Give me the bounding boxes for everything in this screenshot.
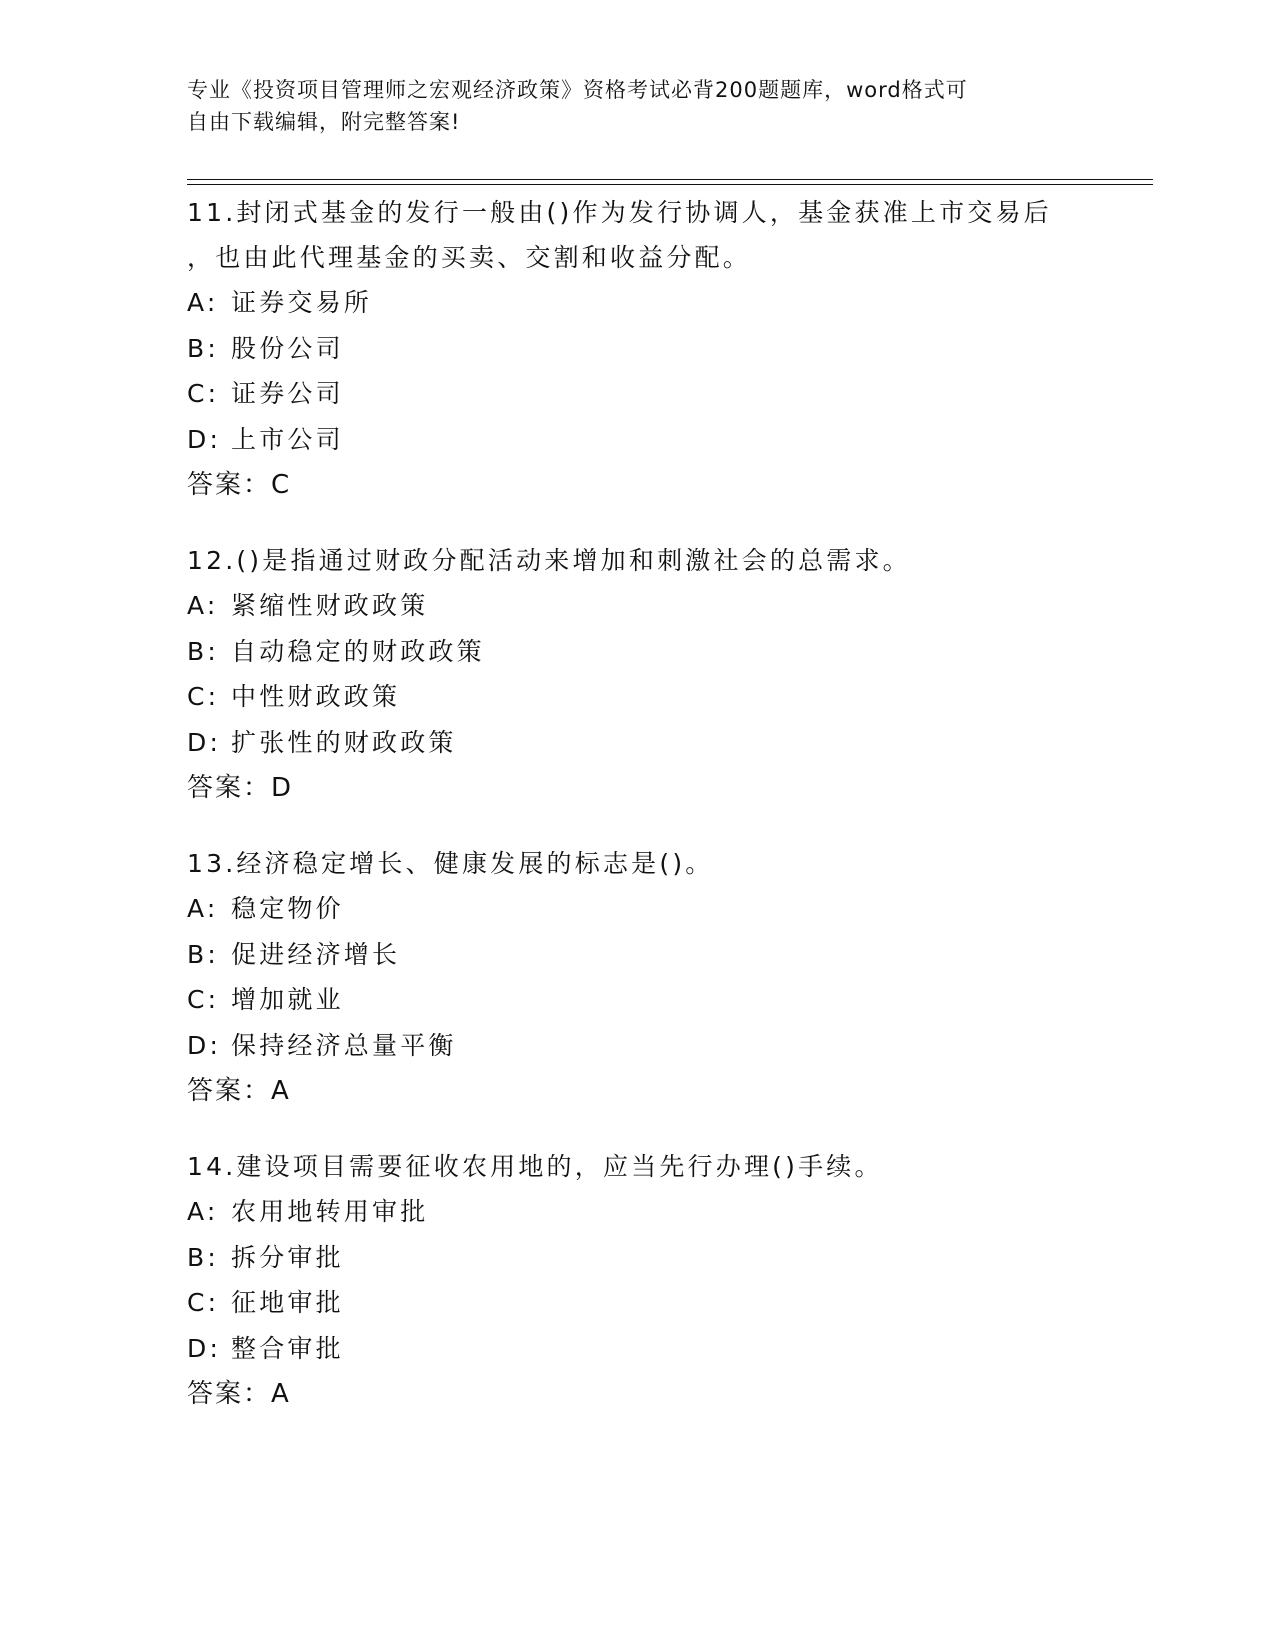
question-stem [187,841,1147,886]
header-title-line-1: 专业《投资项目管理师之宏观经济政策》资格考试必背200题题库，word格式可 [187,78,968,102]
question-list [187,190,1147,1447]
option-b [187,932,1147,978]
option-key: C: [187,682,220,711]
option-b [187,326,1147,372]
option-text: 股份公司 [231,333,344,363]
option-a [187,1189,1147,1235]
option-c [187,1280,1147,1326]
option-key: B: [187,1242,219,1272]
option-text: 中性财政政策 [231,682,401,711]
header-divider-bottom [187,184,1153,185]
header-divider-top [187,179,1153,180]
question-stem-line: ，也由此代理基金的买卖、交割和收益分配。 [187,243,752,272]
option-key: D: [187,424,222,454]
option-key: B: [187,939,219,969]
option-c [187,674,1147,720]
option-c [187,371,1147,417]
question-item [187,538,1147,811]
option-key: D: [187,1030,222,1060]
option-text: 证券公司 [231,379,344,408]
option-text: 促进经济增长 [231,939,401,969]
option-text: 保持经济总量平衡 [231,1030,457,1060]
question-item [187,1144,1147,1417]
option-text: 拆分审批 [231,1242,344,1272]
question-stem [187,190,1147,280]
question-stem-line: 12.()是指通过财政分配活动来增加和刺激社会的总需求。 [187,546,911,575]
option-b [187,629,1147,675]
option-text: 紧缩性财政政策 [231,591,429,620]
option-a [187,886,1147,932]
option-key: A: [187,591,219,620]
question-stem-line: 13.经济稳定增长、健康发展的标志是()。 [187,849,714,878]
option-text: 增加就业 [231,985,344,1014]
question-item [187,841,1147,1114]
question-stem [187,538,1147,583]
option-d [187,417,1147,463]
option-key: B: [187,636,219,666]
option-key: C: [187,985,220,1014]
option-d [187,1023,1147,1069]
option-key: A: [187,894,219,923]
option-text: 农用地转用审批 [231,1197,429,1226]
answer-line: 答案：A [187,1379,291,1409]
option-key: C: [187,1288,220,1317]
option-c [187,977,1147,1023]
answer-line: 答案：C [187,470,292,500]
answer-line: 答案：A [187,1076,291,1106]
answer-line: 答案：D [187,773,294,803]
header-title-line-2: 自由下载编辑，附完整答案! [187,110,461,134]
option-b [187,1235,1147,1281]
option-text: 自动稳定的财政政策 [231,636,485,666]
document-header [187,74,1087,138]
option-key: A: [187,288,219,317]
option-text: 证券交易所 [231,288,373,317]
question-stem-line: 11.封闭式基金的发行一般由()作为发行协调人，基金获准上市交易后 [187,198,1052,227]
option-text: 整合审批 [231,1333,344,1363]
option-key: D: [187,1333,222,1363]
option-a [187,280,1147,326]
question-stem-line: 14.建设项目需要征收农用地的，应当先行办理()手续。 [187,1152,883,1181]
option-text: 扩张性的财政政策 [231,727,457,757]
option-text: 征地审批 [231,1288,344,1317]
option-key: C: [187,379,220,408]
option-a [187,583,1147,629]
question-stem [187,1144,1147,1189]
option-text: 上市公司 [231,424,344,454]
option-key: D: [187,727,222,757]
option-d [187,720,1147,766]
option-key: B: [187,333,219,363]
option-key: A: [187,1197,219,1226]
option-d [187,1326,1147,1372]
option-text: 稳定物价 [231,894,344,923]
question-item [187,190,1147,508]
